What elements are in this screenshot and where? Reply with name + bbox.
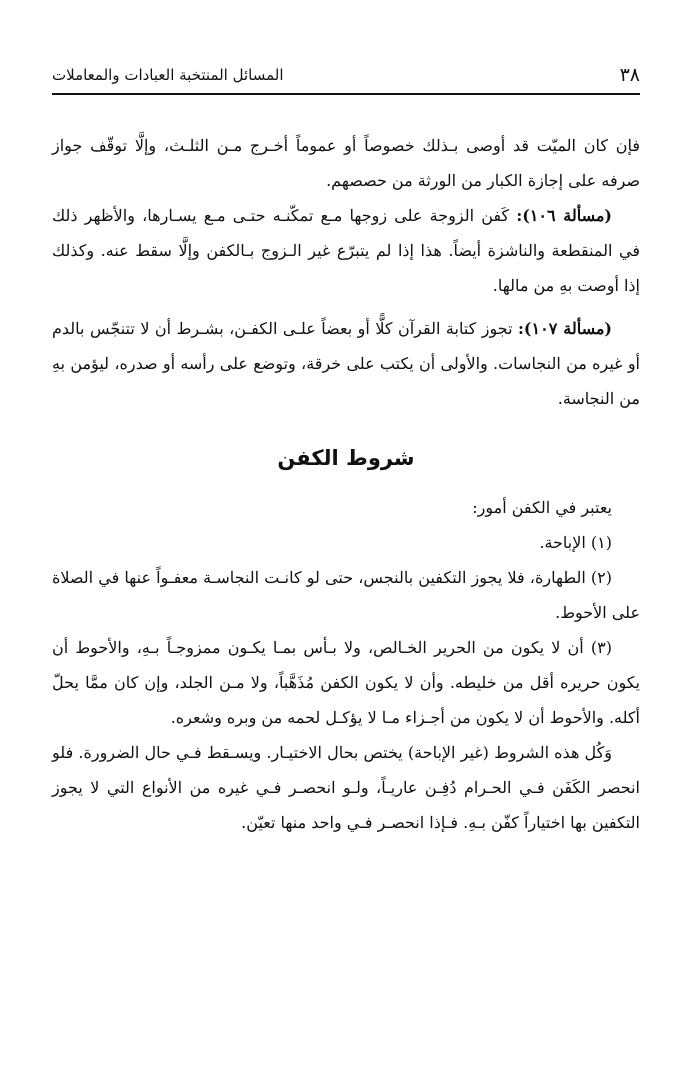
condition-3: (٣) أن لا يكون من الحرير الخـالص، ولا بـأس بمـا يكـون ممزوجـاً بـهِ، والأحوط أن يكون حريره أقل من خليطه. وأن لا يكون الكفن مُذَهَّباً، ولا مـن الجلد، وإن كان ممَّا يحلّ أكله. والأحوط أن لا يكون من أجـزاء مـا لا يؤكـل لحمه من وبره وشعره.: [52, 638, 640, 727]
page-header: [52, 62, 640, 92]
paragraph-continuation: فإن كان الميّت قد أوصى بـذلك خصوصاً أو عموماً أخـرج مـن الثلـث، وإلَّا توقّف جواز صرفه على إجازة الكبار من الورثة من حصصهم.: [52, 136, 641, 190]
closing-paragraph: وَكُل هذه الشروط (غير الإباحة) يختص بحال الاختيـار. ويسـقط فـي حال الضرورة. فلو انحصر الكَفَن فـي الحـرام دُفِـن عاريـاً، ولـو انحصـر فـي غيره من الأنواع التي لا يجوز التكفين بها اختياراً كفّن بـهِ. فـإذا انحصـر فـي واحد منها تعيّن.: [52, 743, 640, 832]
page-number: ٣٨: [619, 64, 640, 86]
section-title: شروط الكفن: [277, 446, 415, 470]
issue-107: [52, 311, 640, 416]
condition-2: (٢) الطهارة، فلا يجوز التكفين بالنجس، حتى لو كانـت النجاسـة معفـواً عنها في الصلاة على الأحوط.: [52, 568, 640, 622]
issue-107-label: (مسألة ١٠٧):: [518, 319, 612, 338]
condition-1: (١) الإباحة.: [539, 533, 612, 552]
page-body: [52, 128, 640, 840]
issue-107-text: تجوز كتابة القرآن كلًّا أو بعضاً علـى الكفـن، بشـرط أن لا تتنجّس بالدم أو غيره من النجاسات. والأولى أن يكتب على خرقة، وتوضع على رأسه أو صدره، ليؤمن بهِ من النجاسة.: [52, 319, 640, 408]
running-title: المسائل المنتخبة العبادات والمعاملات: [52, 66, 284, 84]
issue-106-label: (مسألة ١٠٦):: [516, 206, 613, 225]
issue-106: [52, 198, 640, 303]
conditions-intro: يعتبر في الكفن أمور:: [472, 498, 612, 517]
header-rule: [52, 93, 640, 95]
issue-106-text: كَفن الزوجة على زوجها مـع تمكّنـه حتـى مـع يسـارها، والأظهر ذلك في المنقطعة والناشزة أيضاً. هذا إذا لم يتبرّع غير الـزوج بـالكفن وإلَّا سقط عنه. وكذلك إذا أوصت بهِ من مالها.: [52, 206, 640, 295]
